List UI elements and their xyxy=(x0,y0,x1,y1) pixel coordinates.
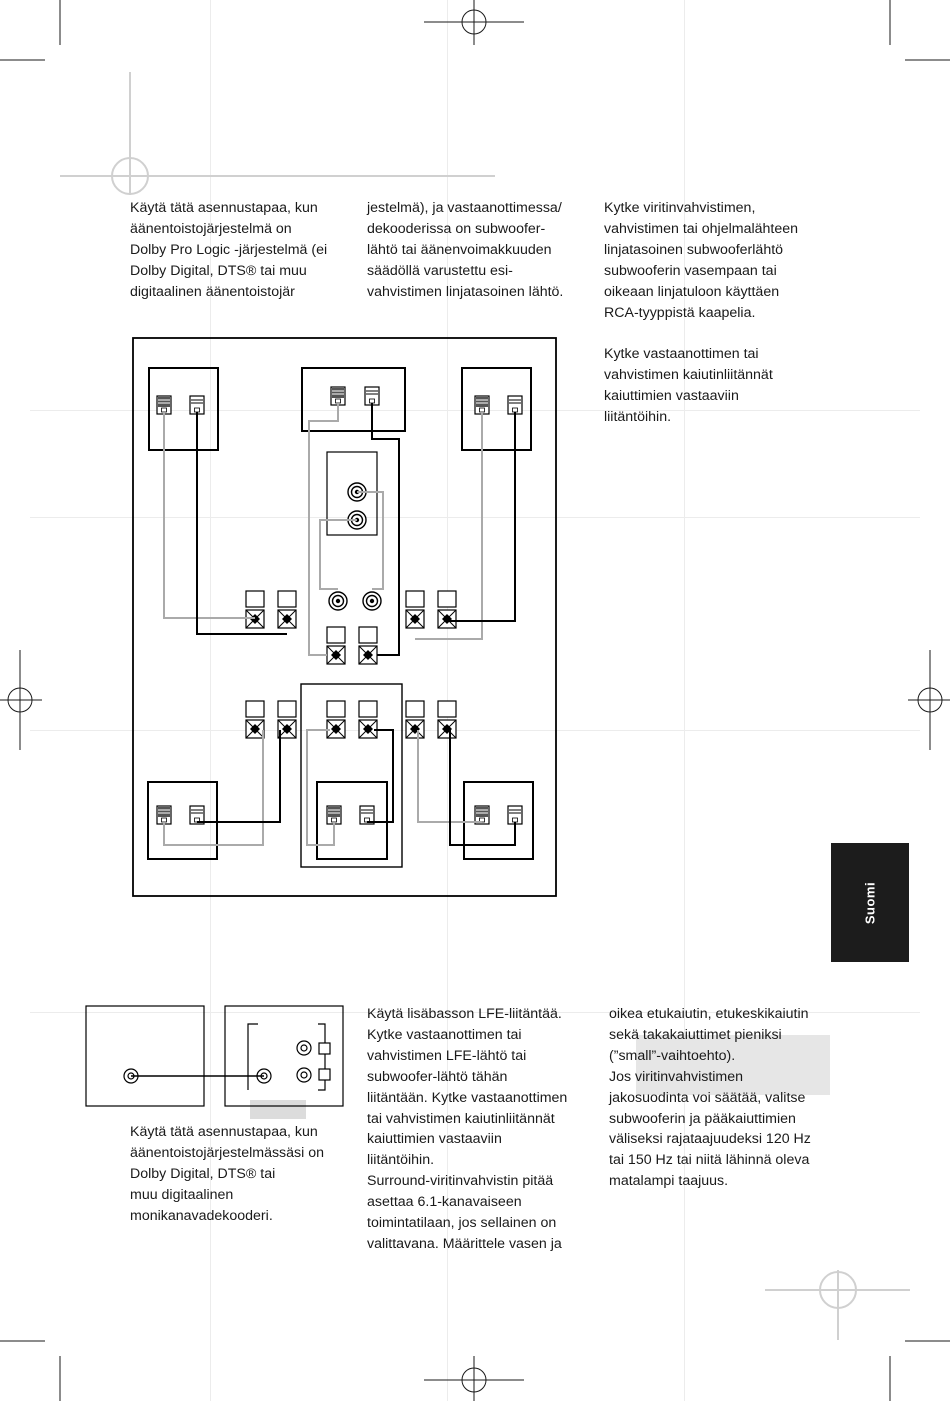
lfe-text-col2: Käytä lisäbasson LFE-liitäntää. Kytke vastaanottimen tai vahvistimen LFE-lähtö tai subwoofer-lähtö tähän liitäntään. Kytke vastaanottimen tai vahvistimen kaiutinliitännät kaiuttimien vastaaviin liitäntöihin. Surround-viritinvahvistin pitää asettaa 6.1-kanavaiseen toimintatilaan, jos sellainen on valittavana. Määrittele vasen ja xyxy=(367,1006,568,1252)
lfe-text-col1: Käytä tätä asennustapaa, kun äänentoistojärjestelmässäsi on Dolby Digital, DTS® tai muu digitaalinen monikanavadekooderi. xyxy=(130,1124,325,1224)
language-tab-label: Suomi xyxy=(862,881,878,924)
intro-text-col3: Kytke viritinvahvistimen, vahvistimen tai ohjelmalähteen linjatasoinen subwooferlähtö subwooferin vasempaan tai oikeaan linjatuloon käyttäen RCA-tyyppistä kaapelia. Kytke vastaanottimen tai vahvistimen kaiutinliitännät kaiuttimien vastaaviin liitäntöihin. xyxy=(604,200,799,426)
intro-text-col1: Käytä tätä asennustapaa, kun äänentoistojärjestelmä on Dolby Pro Logic -järjestelmä (ei Dolby Digital, DTS® tai muu digitaalinen äänentoistojär xyxy=(130,200,328,300)
intro-text-col2: jestelmä), ja vastaanottimessa/ dekooderissa on subwoofer- lähtö tai äänenvoimakkuuden säädöllä varustettu esi- vahvistimen linjatasoinen lähtö. xyxy=(367,200,564,300)
lfe-text-col3: oikea etukaiutin, etukeskikaiutin sekä takakaiuttimet pieniksi (”small”-vaihtoehto). Jos viritinvahvistimen jakosuodinta voi säätää, valitse subwooferin ja pääkaiuttimien väliseksi rajataajuudeksi 120 Hz tai 150 Hz tai niitä lähinnä oleva matalampi taajuus. xyxy=(609,1006,811,1190)
